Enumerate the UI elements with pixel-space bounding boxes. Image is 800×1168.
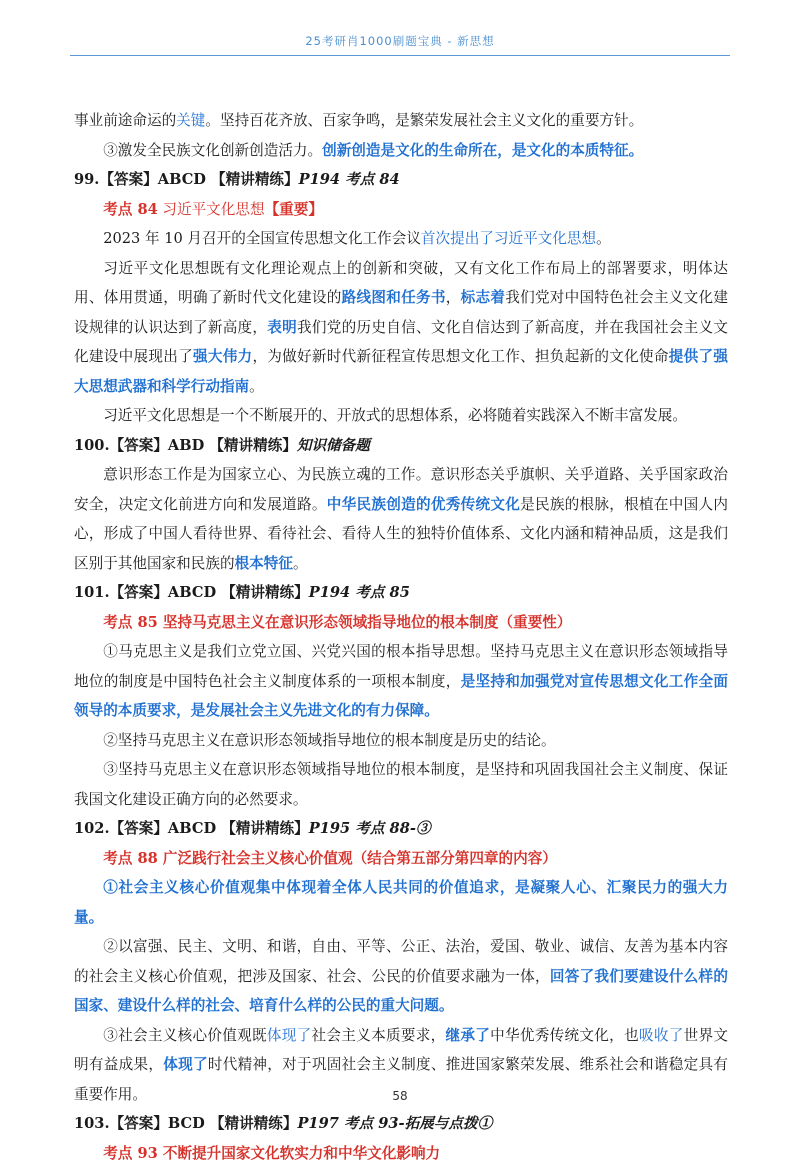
kaodian-heading-84: 考点 84 习近平文化思想【重要】 <box>74 195 728 225</box>
kaodian-heading-88: 考点 88 广泛践行社会主义核心价值观（结合第五部分第四章的内容） <box>74 844 728 874</box>
highlight-term: 体现了 <box>267 1027 312 1044</box>
answer-line-100: 100.【答案】ABD 【精讲精练】知识储备题 <box>74 431 728 461</box>
highlight-term: 创新创造是文化的生命所在，是文化的本质特征。 <box>322 142 643 159</box>
kaodian-heading-85: 考点 85 坚持马克思主义在意识形态领域指导地位的根本制度（重要性） <box>74 608 728 638</box>
highlight-term: 首次提出了习近平文化思想 <box>421 230 596 247</box>
paragraph <box>74 873 728 932</box>
paragraph: ②以富强、民主、文明、和谐，自由、平等、公正、法治，爱国、敬业、诚信、友善为基本内容的社会主义核心价值观，把涉及国家、社会、公民的价值要求融为一体，回答了我们要建设什么样的国家、建设什么样的社会、培育什么样的公民的重大问题。 <box>74 932 728 1021</box>
header-rule <box>70 55 730 56</box>
highlight-term: 表明 <box>267 319 297 336</box>
highlight-term: ①社会主义核心价值观集中体现着全体人民共同的价值追求，是凝聚人心、汇聚民力的强大力量。 <box>74 879 728 926</box>
highlight-term: 根本特征 <box>235 555 293 572</box>
paragraph: 意识形态工作是为国家立心、为民族立魂的工作。意识形态关乎旗帜、关乎道路、关乎国家政治安全，决定文化前进方向和发展道路。中华民族创造的优秀传统文化是民族的根脉，根植在中国人内心，形成了中国人看待世界、看待社会、看待人生的独特价值体系、文化内涵和精神品质，这是我们区别于其他国家和民族的根本特征。 <box>74 460 728 578</box>
highlight-term: 标志着 <box>461 289 506 306</box>
answer-line-103: 103.【答案】BCD 【精讲精练】P197 考点 93-拓展与点拨① <box>74 1109 728 1139</box>
paragraph: ③激发全民族文化创新创造活力。创新创造是文化的生命所在，是文化的本质特征。 <box>74 136 728 166</box>
highlight-term: 体现了 <box>163 1056 208 1073</box>
paragraph: 习近平文化思想既有文化理论观点上的创新和突破，又有文化工作布局上的部署要求，明体达用、体用贯通，明确了新时代文化建设的路线图和任务书，标志着我们党对中国特色社会主义文化建设规律的认识达到了新高度，表明我们党的历史自信、文化自信达到了新高度，并在我国社会主义文化建设中展现出了强大伟力，为做好新时代新征程宣传思想文化工作、担负起新的文化使命提供了强大思想武器和科学行动指南。 <box>74 254 728 402</box>
paragraph: ②坚持马克思主义在意识形态领域指导地位的根本制度是历史的结论。 <box>74 726 728 756</box>
running-header: 25考研肖1000刷题宝典 - 新思想 <box>0 33 800 49</box>
highlight-term: 提供了强大思想武器和科学行动指南 <box>74 348 728 395</box>
highlight-term: 是坚持和加强党对宣传思想文化工作全面领导的本质要求，是发展社会主义先进文化的有力保障。 <box>74 673 728 720</box>
paragraph: 习近平文化思想是一个不断展开的、开放式的思想体系，必将随着实践深入不断丰富发展。 <box>74 401 728 431</box>
highlight-term: 路线图和任务书 <box>342 289 446 306</box>
highlight-term: 继承了 <box>445 1027 490 1044</box>
highlight-term: 吸收了 <box>639 1027 684 1044</box>
paragraph: ①马克思主义是我们立党立国、兴党兴国的根本指导思想。坚持马克思主义在意识形态领域指导地位的制度是中国特色社会主义制度体系的一项根本制度，是坚持和加强党对宣传思想文化工作全面领导的本质要求，是发展社会主义先进文化的有力保障。 <box>74 637 728 726</box>
answer-line-101: 101.【答案】ABCD 【精讲精练】P194 考点 85 <box>74 578 728 608</box>
page-number: 58 <box>0 1089 800 1103</box>
answer-line-102: 102.【答案】ABCD 【精讲精练】P195 考点 88-③ <box>74 814 728 844</box>
page-content <box>74 106 728 1168</box>
paragraph: ③坚持马克思主义在意识形态领域指导地位的根本制度，是坚持和巩固我国社会主义制度、保证我国文化建设正确方向的必然要求。 <box>74 755 728 814</box>
paragraph: ③社会主义核心价值观既体现了社会主义本质要求，继承了中华优秀传统文化，也吸收了世界文明有益成果，体现了时代精神，对于巩固社会主义制度、推进国家繁荣发展、维系社会和谐稳定具有重要作用。 <box>74 1021 728 1110</box>
highlight-term: 强大伟力 <box>193 348 252 365</box>
answer-line-99: 99.【答案】ABCD 【精讲精练】P194 考点 84 <box>74 165 728 195</box>
paragraph: 2023 年 10 月召开的全国宣传思想文化工作会议首次提出了习近平文化思想。 <box>74 224 728 254</box>
kaodian-heading-93: 考点 93 不断提升国家文化软实力和中华文化影响力 <box>74 1139 728 1168</box>
highlight-term: 关键 <box>176 112 205 129</box>
highlight-term: 中华民族创造的优秀传统文化 <box>327 496 520 513</box>
paragraph: 事业前途命运的关键。坚持百花齐放、百家争鸣，是繁荣发展社会主义文化的重要方针。 <box>74 106 728 136</box>
highlight-term: 回答了我们要建设什么样的国家、建设什么样的社会、培育什么样的公民的重大问题。 <box>74 968 728 1015</box>
